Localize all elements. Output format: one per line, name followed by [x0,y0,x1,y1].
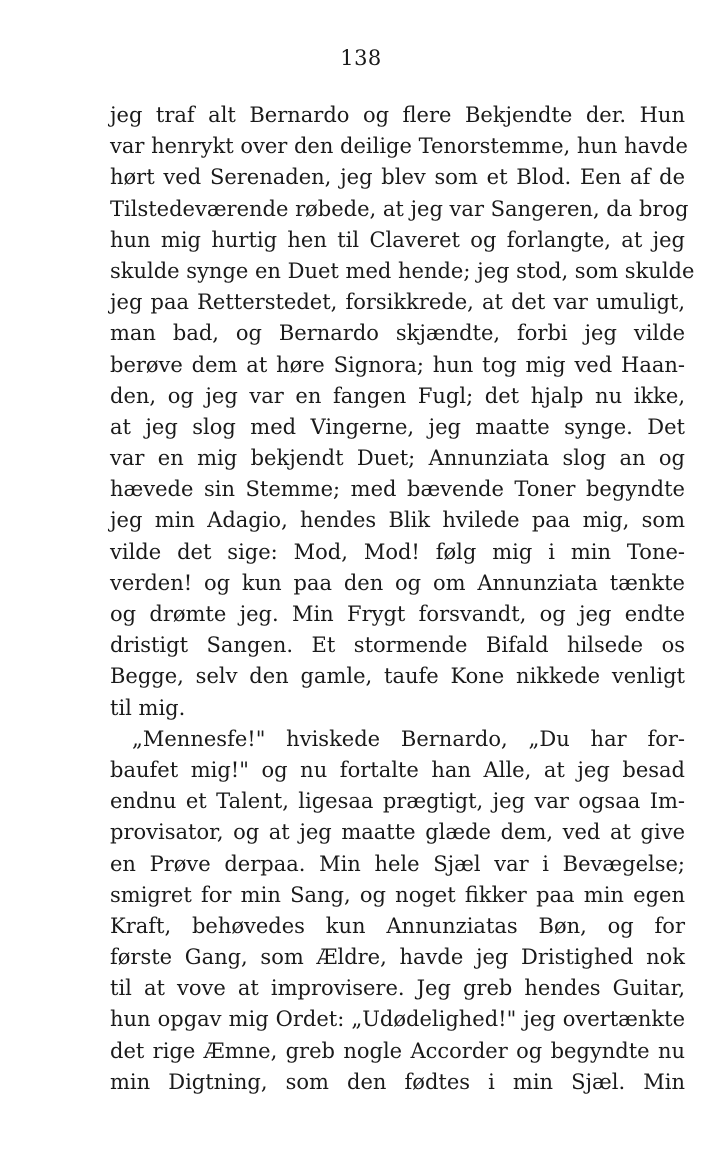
text-line: jeg traf alt Bernardo og flere Bekjendte der. Hun [110,103,685,127]
text-line: Kraft, behøvedes kun Annunziatas Bøn, og for [110,913,685,938]
text-line: Tilstedeværende røbede, at jeg var Sangeren, da brog [110,196,689,221]
text-line: baufet mig!" og nu fortalte han Alle, at jeg besad [110,757,685,782]
text-line: hun mig hurtig hen til Claveret og forlangte, at jeg [110,227,685,252]
text-line: første Gang, som Ældre, havde jeg Dristighed nok [110,945,685,970]
text-line: var en mig bekjendt Duet; Annunziata slog an og [110,446,685,471]
text-line: jeg paa Retterstedet, forsikkrede, at det var umuligt, [110,290,685,315]
text-line: Begge, selv den gamle, taufe Kone nikkede venligt [110,664,685,689]
text-line: man bad, og Bernardo skjændte, forbi jeg vilde [110,321,685,346]
text-line: at jeg slog med Vingerne, jeg maatte synge. Det [110,414,685,439]
text-line: provisator, og at jeg maatte glæde dem, ved at give [110,820,685,845]
text-line: endnu et Talent, ligesaa prægtigt, jeg var ogsaa Im- [110,789,685,814]
text-line: hævede sin Stemme; med bævende Toner begyndte [110,477,685,502]
text-line: smigret for min Sang, og noget fikker paa min egen [110,882,685,907]
text-line: hun opgav mig Ordet: „Udødelighed!" jeg overtænkte [110,1007,685,1032]
text-line: var henrykt over den deilige Tenorstemme, hun havde [110,134,688,159]
text-line: berøve dem at høre Signora; hun tog mig ved Haan- [110,352,685,377]
text-line: en Prøve derpaa. Min hele Sjæl var i Bevægelse; [110,851,685,876]
page-number: 138 [340,46,382,70]
text-line: den, og jeg var en fangen Fugl; det hjalp nu ikke, [110,383,685,408]
text-line: vilde det sige: Mod, Mod! følg mig i min Tone- [110,539,685,564]
text-line: til at vove at improvisere. Jeg greb hendes Guitar, [110,976,685,1001]
text-line: og drømte jeg. Min Frygt forsvandt, og jeg endte [110,602,685,626]
text-line: det rige Æmne, greb nogle Accorder og begyndte nu [110,1038,685,1063]
paragraph-end-line: til mig. [110,695,186,720]
text-line: dristigt Sangen. Et stormende Bifald hilsede os [110,633,685,658]
text-line: min Digtning, som den fødtes i min Sjæl. Min [110,1069,685,1094]
text-line: verden! og kun paa den og om Annunziata tænkte [110,570,685,595]
body-text [110,100,695,1098]
text-line: hørt ved Serenaden, jeg blev som et Blod. Een af de [110,165,685,190]
paragraph-start-line: „Mennesfe!" hviskede Bernardo, „Du har for- [132,726,685,751]
text-line: jeg min Adagio, hendes Blik hvilede paa mig, som [110,508,685,533]
text-line: skulde synge en Duet med hende; jeg stod, som skulde [110,258,695,283]
